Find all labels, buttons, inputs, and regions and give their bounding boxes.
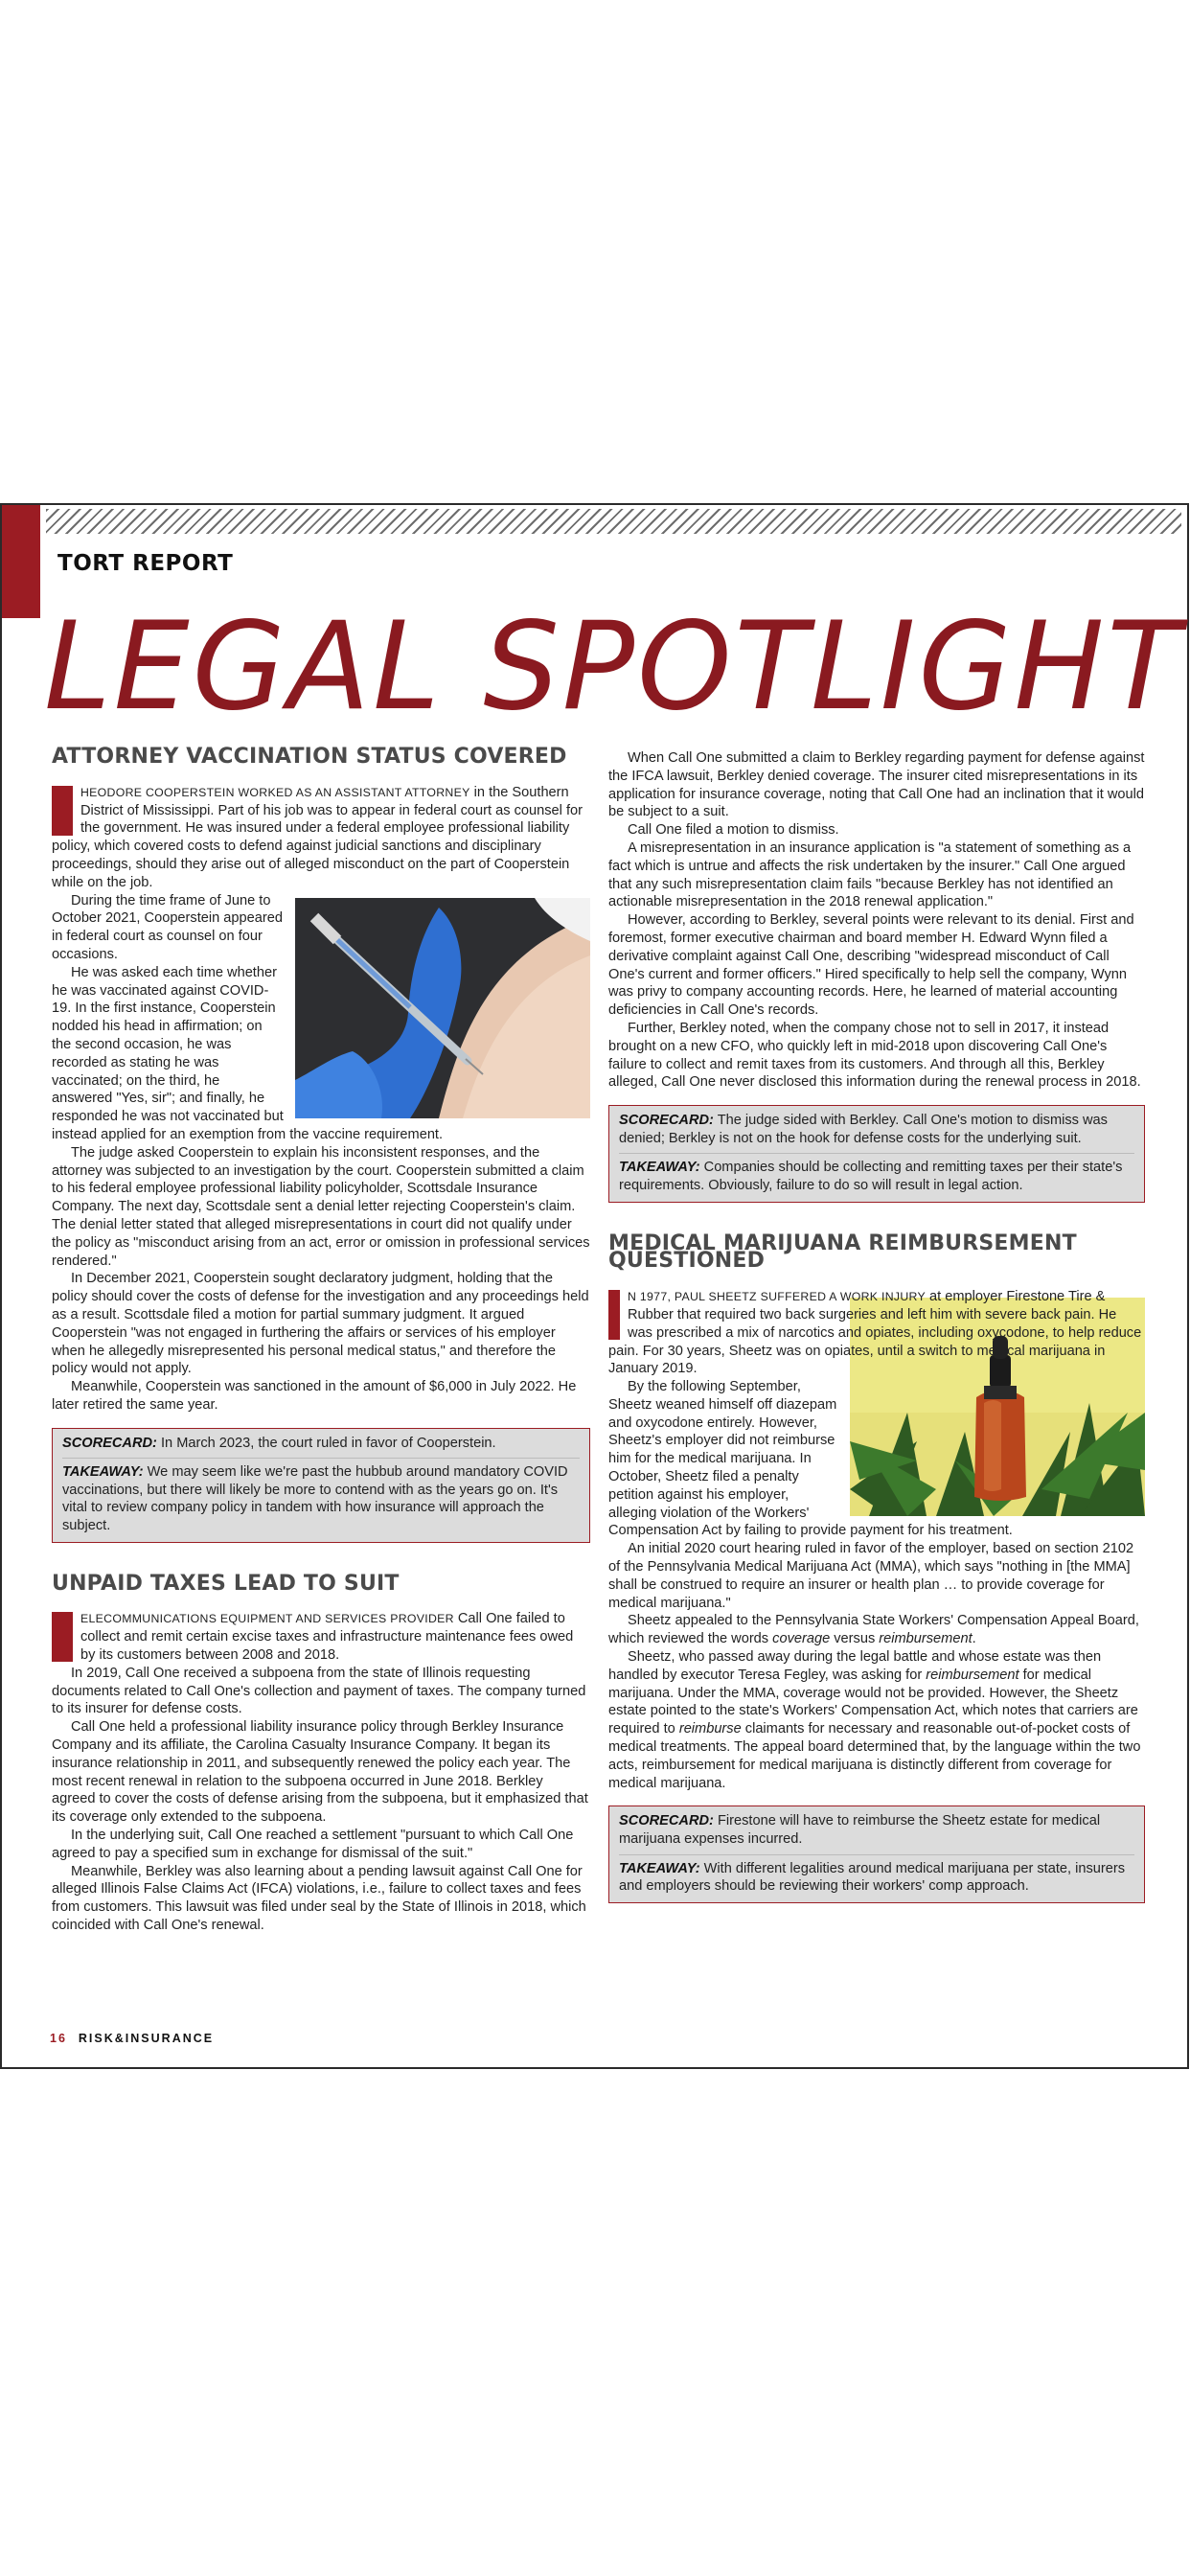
article3-paragraph: N 1977, PAUL SHEETZ SUFFERED A WORK INJURY at employer Firestone Tire & Rubber that required two back surgeries and left him with severe back pain. He was prescribed a mix of narcotics and opiates, including oxycodone, to help reduce pain. For 30 years, Sheetz was on opiates, until a switch to medical marijuana in January 2019. [608, 1289, 1142, 1377]
article3-paragraph: Sheetz appealed to the Pennsylvania State Workers' Compensation Appeal Board, which reviewed the words coverage versus reimbursement. [608, 1613, 1139, 1647]
article1-scorecard-box: SCORECARD: In March 2023, the court ruled in favor of Cooperstein. TAKEAWAY: We may seem like we're past the hubbub around mandatory COVID vaccinations, but there will likely be more to contend with as the years go on. It's vital to review company policy in tandem with how insurance will approach the subject. [52, 1428, 590, 1543]
article2-paragraph: Further, Berkley noted, when the company chose not to sell in 2017, it instead brought on a new CFO, who quickly left in mid-2018 upon discovering Call One's failure to collect and remit taxes from its customers. And through all this, Berkley alleged, Call One never disclosed this information during the renewal process in 2018. [608, 1020, 1141, 1091]
article1-paragraph: He was asked each time whether he was vaccinated against COVID-19. In the first instance, Cooperstein nodded his head in affirmation; on the second occasion, he was recorded as stating he was vaccinated; on the third, he answered "Yes, sir"; and finally, he responded he was not vaccinated but instead applied for an exemption from the vaccine requirement. [52, 964, 444, 1142]
vaccine-photo [295, 898, 590, 1118]
article2-paragraph: When Call One submitted a claim to Berkley regarding payment for defense against the IFCA lawsuit, Berkley denied coverage. The insurer cited misrepresentations in its application for insurance coverage, noting that Call One had an inclination that it would be subject to a suit. [608, 750, 1145, 820]
article1-paragraph: The judge asked Cooperstein to explain his inconsistent responses, and the attorney was subjected to an investigation by the court. Cooperstein submitted a claim to his federal employee professional liability policyholder, Scottsdale Insurance Company. The next day, Scottsdale sent a denial letter rejecting Cooperstein's claim. The denial letter stated that alleged misrepresentations in court did not qualify under the policy as "misconduct arising from an act, error or omission in professional services rendered." [52, 1144, 590, 1269]
red-tab [2, 505, 40, 618]
article1-paragraph: In December 2021, Cooperstein sought declaratory judgment, holding that the policy should cover the costs of defense for the investigation and any proceedings held as a result. Scottsdale filed a motion for partial summary judgment. It argued Cooperstein "was not engaged in furthering the affairs or services of his employer when he allegedly misrepresented his personal medical status," and therefore the policy would not apply. [52, 1271, 589, 1377]
article1-paragraph: Meanwhile, Cooperstein was sanctioned in the amount of $6,000 in July 2022. He later retired the same year. [52, 1379, 577, 1413]
article2-paragraph: Call One filed a motion to dismiss. [628, 822, 839, 839]
magazine-page [0, 503, 1189, 2069]
article3-paragraph: By the following September, Sheetz weaned himself off diazepam and oxycodone entirely. However, Sheetz's employer did not reimburse him for the medical marijuana. In October, Sheetz filed a penalty petition against his employer, alleging violation of the Workers' Compensation Act by failing to provide payment for his treatment. [608, 1379, 1013, 1539]
article1-paragraph: During the time frame of June to October 2021, Cooperstein appeared in federal court as counsel on four occasions. [52, 892, 283, 962]
article3-drop-cap [608, 1290, 620, 1340]
article3-heading: MEDICAL MARIJUANA REIMBURSEMENT QUESTIONED [608, 1230, 1077, 1274]
article1-drop-cap [52, 786, 73, 836]
article2-paragraph: Call One held a professional liability insurance policy through Berkley Insurance Company and its affiliate, the Carolina Casualty Insurance Company. It began its insurance relationship in 2011, and subsequently renewed the policy each year. The most recent renewal in relation to the subpoena occurred in June 2018. Berkley agreed to cover the costs of defense arising from the subpoena, but it emphasized that its coverage only extended to the subpoena. [52, 1719, 588, 1826]
article2-scorecard-box: SCORECARD: The judge sided with Berkley. Call One's motion to dismiss was denied; Berkley is not on the hook for defense costs for the underlying suit. TAKEAWAY: Companies should be collecting and remitting taxes per their state's requirements. Obviously, failure to do so will result in legal action. [608, 1105, 1145, 1202]
page-footer [50, 2032, 214, 2045]
article2-paragraph: In 2019, Call One received a subpoena from the state of Illinois requesting documents related to Call One's collection and payment of taxes. The company turned to its insurer for defense costs. [52, 1665, 586, 1717]
article3-paragraph: An initial 2020 court hearing ruled in favor of the employer, based on section 2102 of the Pennsylvania Medical Marijuana Act (MMA), which says "nothing in [the MMA] shall be construed to require an insurer or health plan … to provide coverage for medical marijuana." [608, 1541, 1134, 1611]
article1-paragraph: HEODORE COOPERSTEIN WORKED AS AN ASSISTANT ATTORNEY in the Southern District of Mississippi. Part of his job was to appear in federal court as counsel for the government. He was insured under a federal employee professional liability policy, which covered costs to defend against judicial sanctions and disciplinary proceedings, should they arise out of alleged misconduct on the part of Cooperstein while on the job. [52, 784, 583, 890]
publication-name: RISK&INSURANCE [78, 2032, 215, 2045]
section-label: TORT REPORT [57, 551, 234, 576]
article2-paragraph: Meanwhile, Berkley was also learning about a pending lawsuit against Call One for alleged Illinois False Claims Act (IFCA) violations, i.e., failure to collect taxes and fees from customers. This lawsuit was filed under seal by the State of Illinois in 2018, which coincided with Call One's renewal. [52, 1863, 586, 1933]
article3-scorecard-box: SCORECARD: Firestone will have to reimburse the Sheetz estate for medical marijuana expenses incurred. TAKEAWAY: With different legalities around medical marijuana per state, insurers and employers should be reviewing their workers' comp approach. [608, 1806, 1145, 1902]
article1-heading: ATTORNEY VACCINATION STATUS COVERED [52, 745, 567, 769]
article2-paragraph: A misrepresentation in an insurance application is "a statement of something as a fact which is untrue and affects the risk undertaken by the insurer." Call One argued that any such misrepresentation claim fails "because Berkley has not identified an actionable misrepresentation in the 2018 renewal application." [608, 840, 1132, 910]
right-column [608, 749, 1145, 1903]
article2-paragraph: In the underlying suit, Call One reached a settlement "pursuant to which Call One agreed to pay a specified sum in exchange for dismissal of the suit." [52, 1828, 574, 1861]
page-title: LEGAL SPOTLIGHT [44, 595, 1183, 737]
left-column [52, 745, 590, 1935]
article2-paragraph: However, according to Berkley, several points were relevant to its denial. First and foremost, former executive chairman and board member H. Edward Wynn filed a derivative complaint against Call One, describing "widespread misconduct of Call One's current and former officers." Hired specifically to help sell the company, Wynn was privy to company accounting records. Here, he learned of material accounting deficiencies in Call One's records. [608, 912, 1134, 1019]
page-number: 16 [50, 2032, 67, 2045]
article2-drop-cap [52, 1612, 73, 1662]
article2-paragraph: ELECOMMUNICATIONS EQUIPMENT AND SERVICES PROVIDER Call One failed to collect and remit certain excise taxes and infrastructure maintenance fees owed by its customers between 2008 and 2018. [52, 1610, 590, 1664]
article2-heading: UNPAID TAXES LEAD TO SUIT [52, 1571, 400, 1596]
hatch-rule [46, 509, 1181, 534]
article3-paragraph: Sheetz, who passed away during the legal battle and whose estate was then handled by executor Teresa Fegley, was asking for reimbursement for medical marijuana. Under the MMA, coverage would not be provided. However, the Sheetz estate pointed to the state's Workers' Compensation Act, which notes that carriers are required to reimburse claimants for necessary and reasonable out-of-pocket costs of medical treatments. The appeal board determined that, by the language within the two acts, reimbursement for medical marijuana is distinctly different from coverage for medical marijuana. [608, 1649, 1141, 1791]
